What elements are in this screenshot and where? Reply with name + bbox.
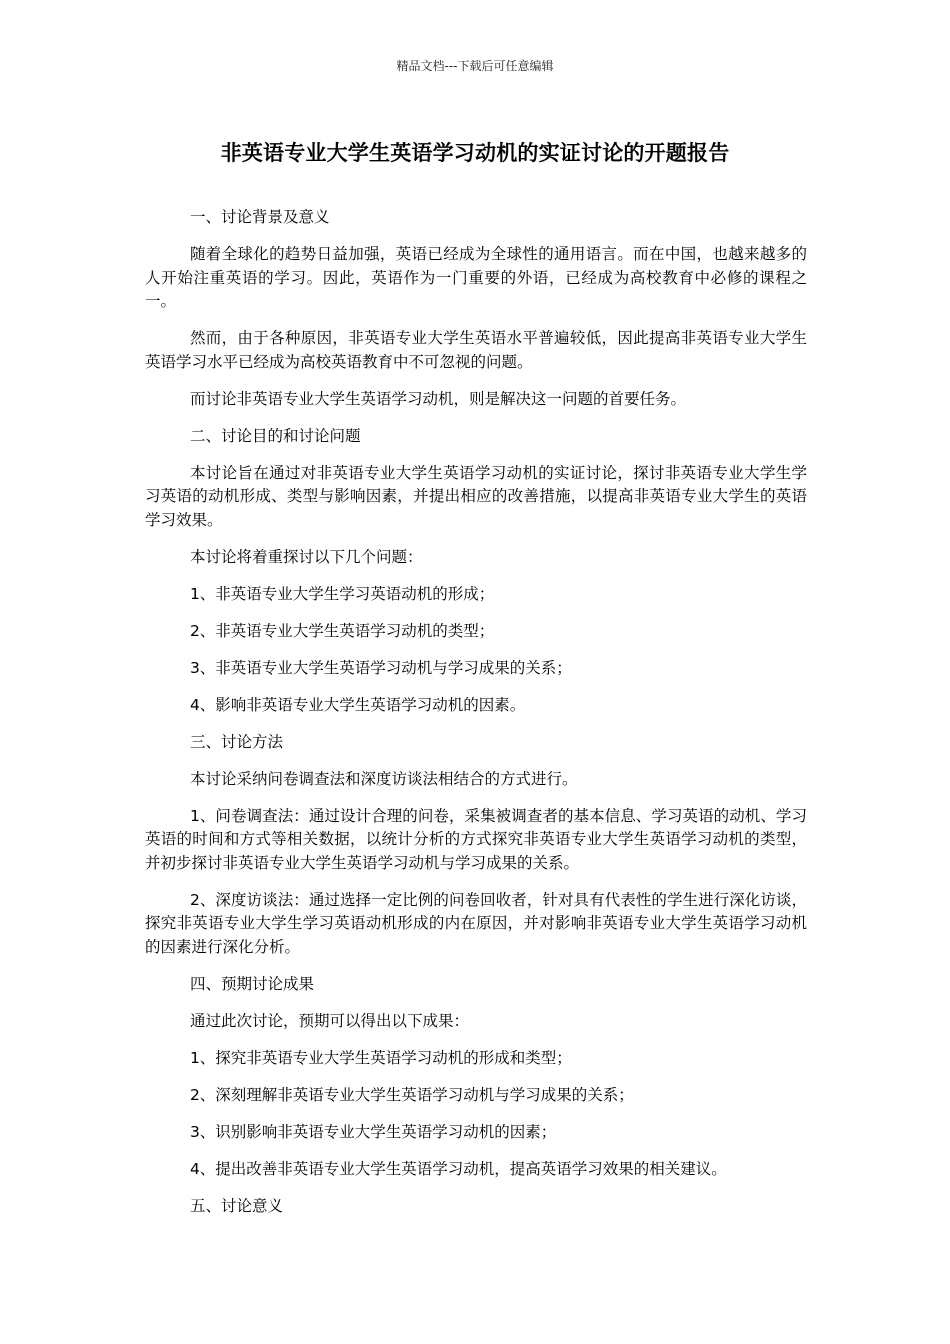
paragraph: 本讨论采纳问卷调查法和深度访谈法相结合的方式进行。 [189, 769, 578, 788]
paragraph: 2、深度访谈法：通过选择一定比例的问卷回收者，针对具有代表性的学生进行深化访谈，探究非英语专业大学生学习英语动机形成的内在原因，并对影响非英语专业大学生英语学习动机的因素进行深化分析。 [145, 890, 807, 956]
list-item: 1、非英语专业大学生学习英语动机的形成； [189, 584, 495, 603]
document-body [145, 206, 807, 1232]
list-item: 2、非英语专业大学生英语学习动机的类型； [189, 621, 495, 640]
paragraph: 通过此次讨论，预期可以得出以下成果： [189, 1011, 469, 1030]
paragraph: 本讨论将着重探讨以下几个问题： [189, 547, 423, 566]
list-item: 4、提出改善非英语专业大学生英语学习动机，提高英语学习效果的相关建议。 [189, 1159, 727, 1178]
section-heading-expected-results: 四、预期讨论成果 [189, 974, 314, 993]
paragraph: 1、问卷调查法：通过设计合理的问卷，采集被调查者的基本信息、学习英语的动机、学习英语的时间和方式等相关数据，以统计分析的方式探究非英语专业大学生英语学习动机的类型，并初步探讨非英语专业大学生英语学习动机与学习成果的关系。 [145, 806, 807, 872]
section-heading-background: 一、讨论背景及意义 [189, 208, 330, 226]
list-item: 4、影响非英语专业大学生英语学习动机的因素。 [189, 695, 526, 714]
section-heading-methods: 三、讨论方法 [189, 732, 283, 751]
list-item: 1、探究非英语专业大学生英语学习动机的形成和类型； [189, 1048, 572, 1067]
list-item: 3、识别影响非英语专业大学生英语学习动机的因素； [189, 1122, 557, 1141]
list-item: 3、非英语专业大学生英语学习动机与学习成果的关系； [189, 658, 572, 677]
section-heading-purpose: 二、讨论目的和讨论问题 [189, 426, 361, 445]
list-item: 2、深刻理解非英语专业大学生英语学习动机与学习成果的关系； [189, 1085, 634, 1104]
document-title: 非英语专业大学生英语学习动机的实证讨论的开题报告 [220, 141, 730, 165]
page-header: 精品文档---下载后可任意编辑 [396, 59, 554, 73]
section-heading-significance: 五、讨论意义 [189, 1196, 283, 1215]
paragraph: 然而，由于各种原因，非英语专业大学生英语水平普遍较低，因此提高非英语专业大学生英语学习水平已经成为高校英语教育中不可忽视的问题。 [145, 329, 807, 371]
paragraph: 而讨论非英语专业大学生英语学习动机，则是解决这一问题的首要任务。 [189, 389, 686, 408]
paragraph: 随着全球化的趋势日益加强，英语已经成为全球性的通用语言。而在中国，也越来越多的人开始注重英语的学习。因此，英语作为一门重要的外语，已经成为高校教育中必修的课程之一。 [145, 245, 807, 310]
paragraph: 本讨论旨在通过对非英语专业大学生英语学习动机的实证讨论，探讨非英语专业大学生学习英语的动机形成、类型与影响因素，并提出相应的改善措施，以提高非英语专业大学生的英语学习效果。 [145, 463, 807, 529]
